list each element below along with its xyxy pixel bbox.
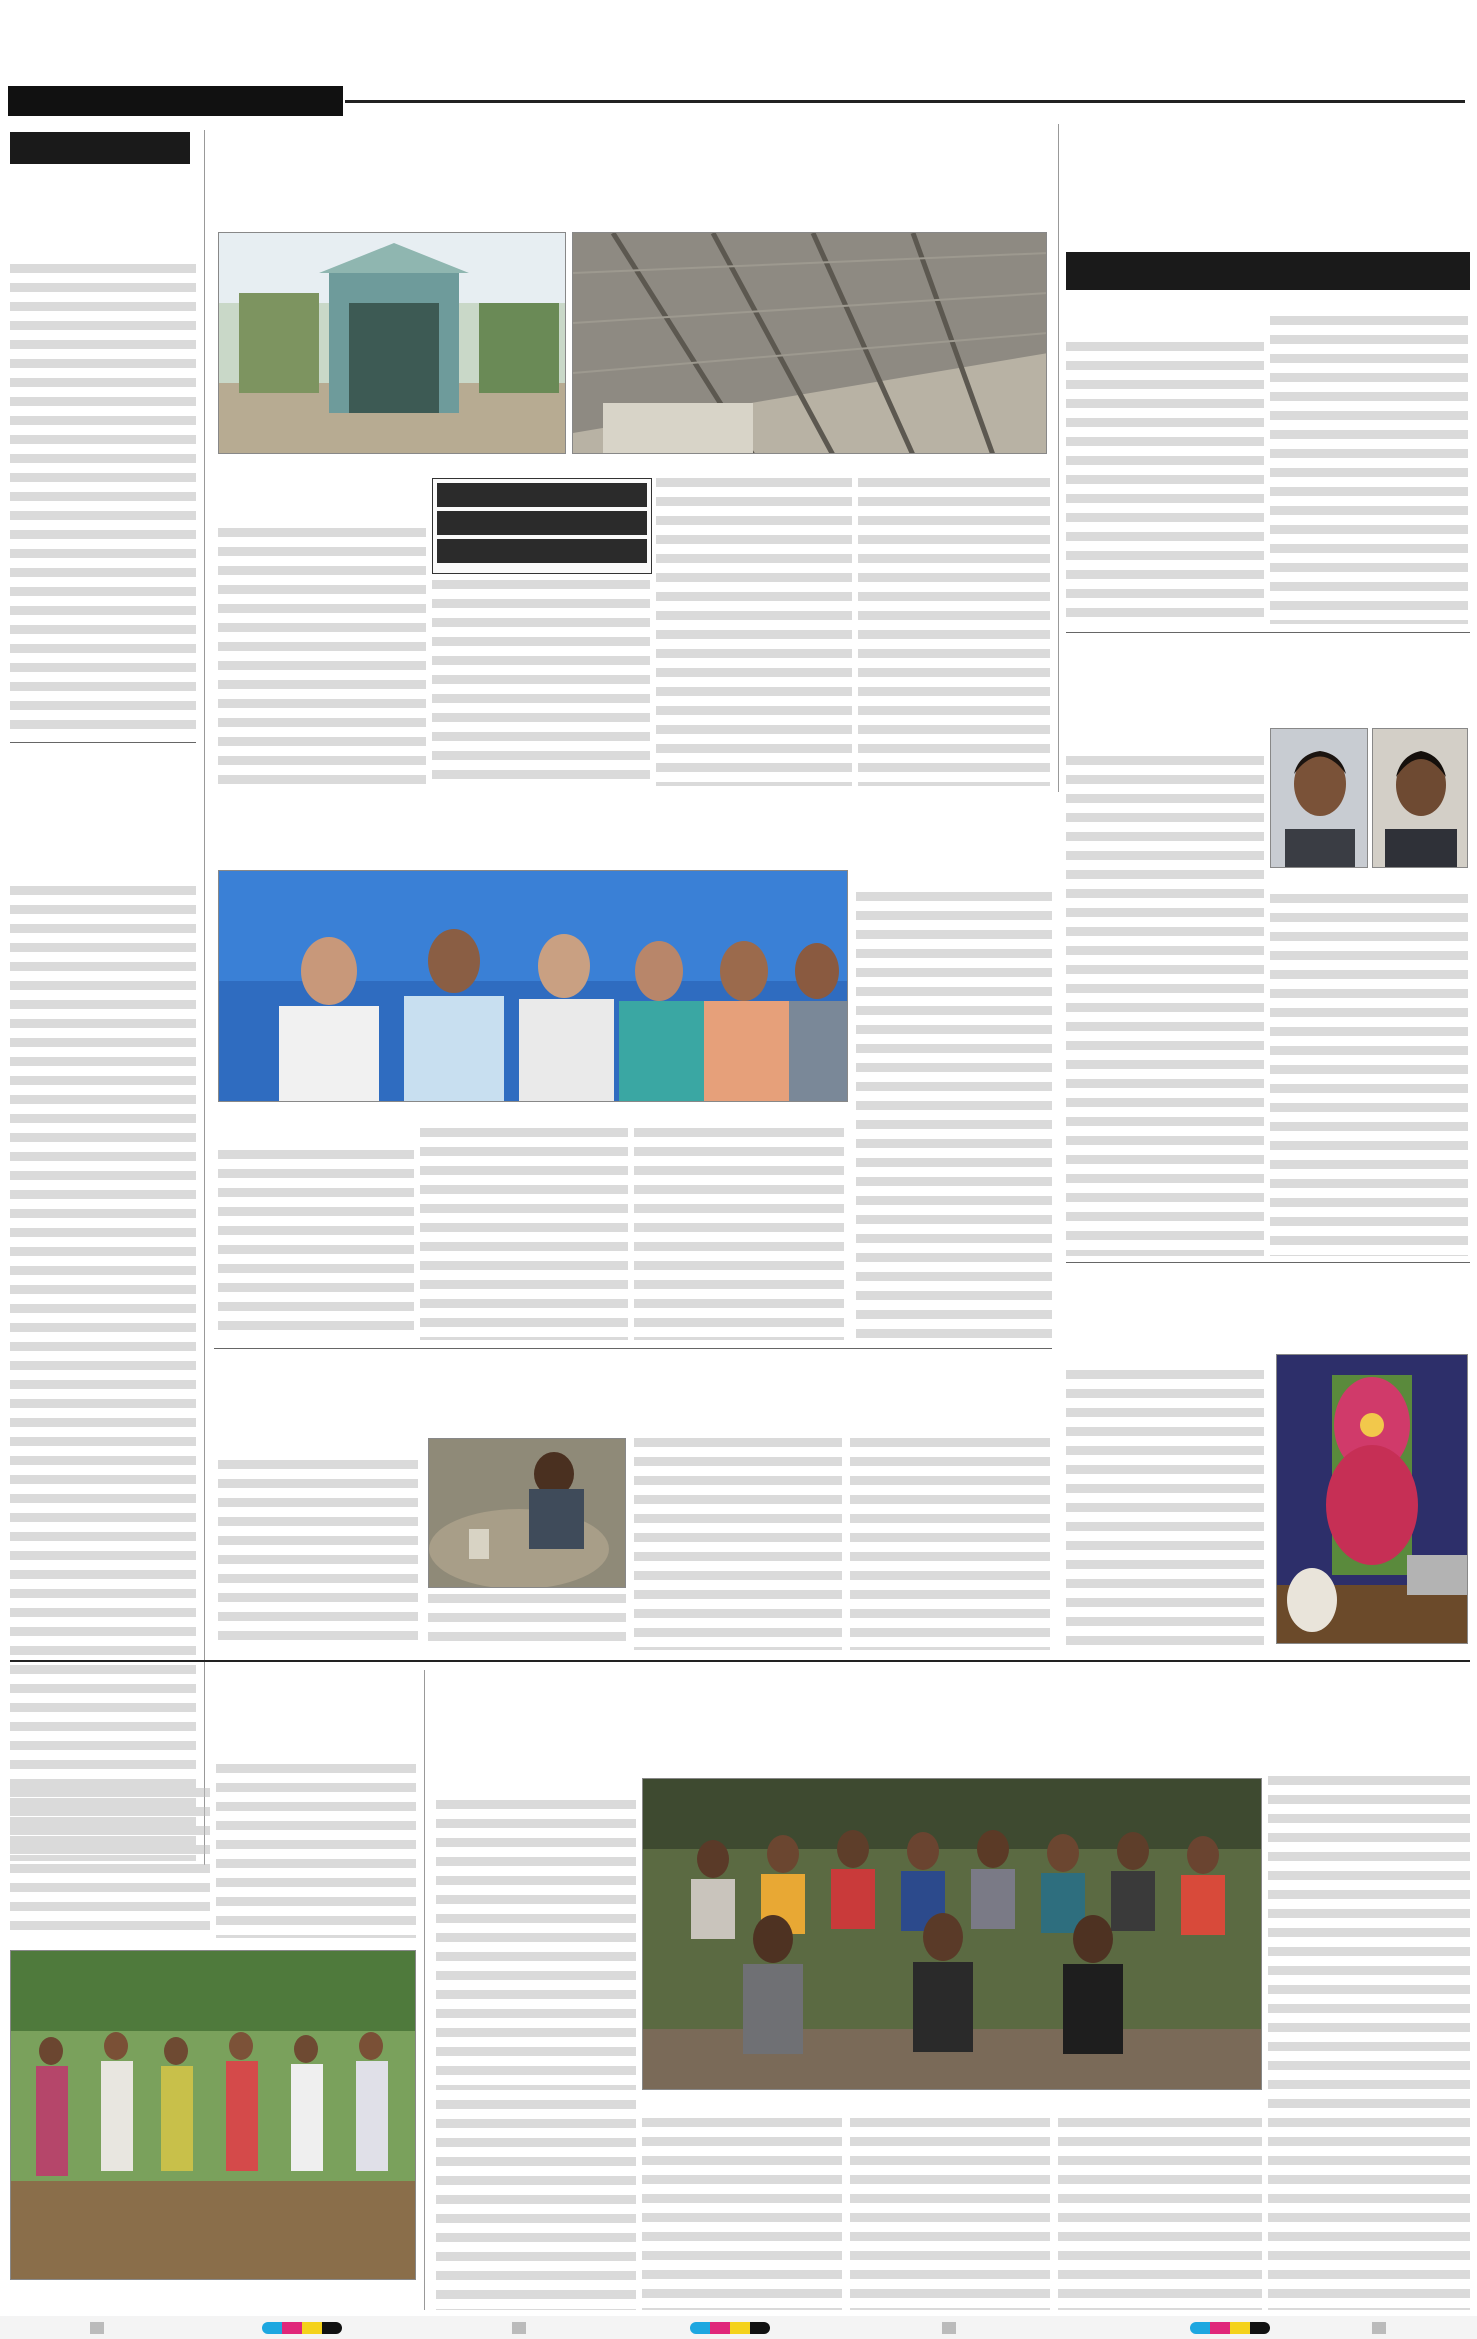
liquor-byline [218, 1436, 418, 1454]
customer-body-col2 [216, 1764, 416, 1938]
footer-color-bar-4 [1372, 2322, 1386, 2334]
customer-byline [10, 1764, 210, 1782]
arrest-byline [1066, 732, 1266, 750]
brief-column-rule [204, 130, 205, 1865]
brief-divider [10, 742, 196, 743]
footer-color-bar-1 [90, 2322, 104, 2334]
right-top-subhead [1066, 252, 1470, 290]
shoes-headline [214, 790, 844, 870]
lead-caption-1 [218, 456, 566, 474]
liquor-photo [428, 1438, 626, 1588]
liquor-body-col1 [218, 1460, 418, 1650]
masthead-rule [345, 100, 1465, 103]
liquor-photo-art [429, 1439, 626, 1588]
lead-right-rule [1058, 124, 1059, 792]
brief-story2-headline [10, 750, 196, 850]
brief-story2-byline [10, 862, 196, 880]
guards-photo-art [643, 1779, 1262, 2090]
jail-headline [856, 790, 1052, 830]
guards-body-col4 [642, 2118, 842, 2310]
brief-story1-body [10, 264, 196, 739]
lead-caption-2 [572, 456, 1047, 474]
dateline [8, 86, 343, 116]
lead-highlight-2 [437, 511, 647, 535]
right-top-divider [1066, 632, 1470, 633]
right-top-headline [1066, 124, 1466, 244]
lead-byline [218, 484, 428, 520]
footer-color-bar-2 [512, 2322, 526, 2334]
guards-headline [436, 1670, 1470, 1770]
footer-registration [0, 2316, 1477, 2339]
footer-color-bar-3 [942, 2322, 956, 2334]
arrest-caption-1 [1270, 870, 1368, 888]
shoes-body-col1 [218, 1150, 414, 1340]
brief-story1-byline [10, 242, 196, 260]
lead-highlights-box [432, 478, 652, 574]
arrest-divider [1066, 1262, 1470, 1263]
liquor-headline [214, 1354, 1052, 1434]
arrest-photo-1 [1270, 728, 1368, 868]
customer-photo-art [11, 1951, 416, 2280]
arrest-caption-2 [1372, 870, 1468, 888]
right-top-byline [1066, 316, 1266, 334]
customer-caption [10, 2284, 416, 2302]
lead-headline [214, 124, 1044, 224]
lead-photo-temple-art [219, 233, 566, 454]
festival-photo-art [1277, 1355, 1468, 1644]
footer-color-dots-1 [262, 2322, 342, 2334]
shoes-photo-art [219, 871, 848, 1102]
lead-highlight-3 [437, 539, 647, 563]
shoes-photo [218, 870, 848, 1102]
guards-body-col1 [436, 1800, 636, 2090]
arrest-photo-2 [1372, 728, 1468, 868]
bottom-band-rule [10, 1660, 1470, 1662]
brief-story1-headline [10, 170, 196, 234]
lead-photo-temple [218, 232, 566, 454]
lead-body-col4 [858, 478, 1050, 786]
guards-body-col6 [1058, 2118, 1262, 2310]
guards-body-col3 [436, 2100, 636, 2310]
page-number [1415, 6, 1463, 80]
shoes-byline [218, 1128, 438, 1146]
festival-photo [1276, 1354, 1468, 1644]
masthead-logo [22, 10, 322, 74]
shoes-caption [218, 1104, 848, 1122]
jail-body-col1 [856, 892, 1052, 1340]
shoes-body-col2 [420, 1128, 628, 1340]
jail-byline [856, 868, 1052, 886]
festival-byline [1066, 1346, 1276, 1364]
lead-highlight-1 [437, 483, 647, 507]
brief-label [10, 132, 190, 164]
guards-byline [436, 1776, 646, 1794]
liquor-body-col2 [428, 1594, 626, 1650]
lead-photo-roof-art [573, 233, 1047, 454]
guards-body-col5 [850, 2118, 1050, 2310]
lead-body-col1 [218, 528, 426, 786]
jail-subhead [856, 832, 1052, 860]
arrest-headline [1066, 640, 1470, 704]
liquor-body-col4 [850, 1438, 1050, 1650]
festival-headline [1066, 1270, 1470, 1334]
customer-headline [10, 1672, 430, 1732]
right-top-body-col2 [1270, 316, 1468, 624]
shoes-body-col3 [634, 1128, 844, 1340]
arrest-body-col2 [1270, 894, 1468, 1256]
liquor-body-col3 [634, 1438, 842, 1650]
customer-column-rule [424, 1670, 425, 2310]
customer-body-col1 [10, 1788, 210, 1938]
arrest-body-col1 [1066, 756, 1264, 1256]
lead-body-col3 [656, 478, 852, 786]
guards-body-col2 [1268, 1776, 1470, 2310]
lead-photo-roof [572, 232, 1047, 454]
festival-body [1066, 1370, 1264, 1648]
liquor-top-rule [214, 1348, 1052, 1349]
footer-color-dots-2 [690, 2322, 770, 2334]
customer-photo [10, 1950, 416, 2280]
right-top-body-col1 [1066, 342, 1264, 624]
guards-caption [642, 2094, 942, 2112]
guards-photo [642, 1778, 1262, 2090]
arrest-photo-2-art [1373, 729, 1468, 868]
section-title [997, 6, 1417, 80]
lead-body-col2 [432, 580, 650, 786]
footer-color-dots-3 [1190, 2322, 1270, 2334]
arrest-photo-1-art [1271, 729, 1368, 868]
